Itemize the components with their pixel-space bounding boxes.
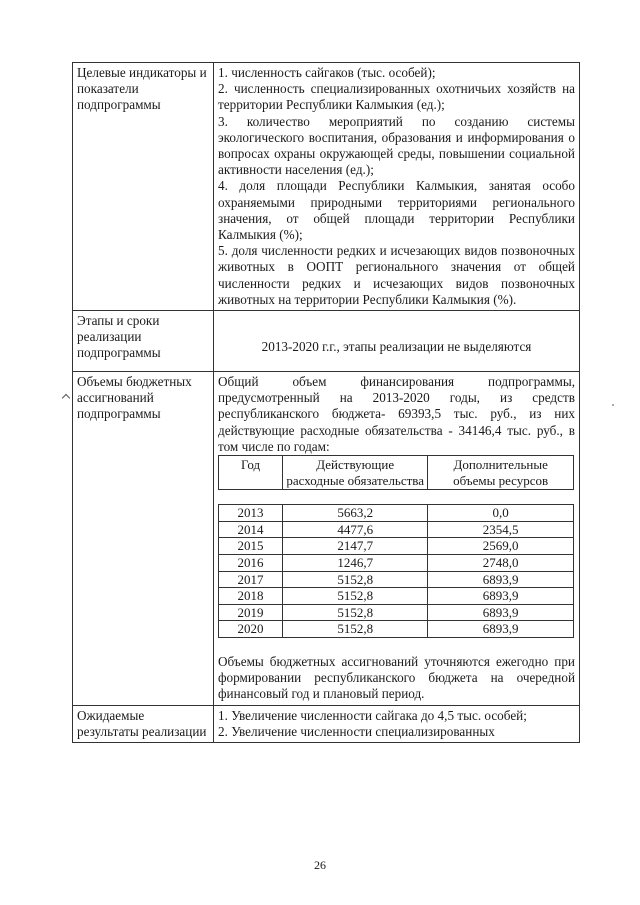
cell-additional: 2748,0 <box>428 555 574 572</box>
passport-table <box>72 62 580 743</box>
cell-year: 2013 <box>219 505 283 522</box>
header-spacer <box>219 490 574 505</box>
cell-year: 2016 <box>219 555 283 572</box>
header-current-obligations: Действующие расходные обязательства <box>283 456 428 490</box>
cell-additional: 6893,9 <box>428 604 574 621</box>
indicator-item: 4. доля площади Республики Калмыкия, занятая особо охраняемыми природными территориями регионального значения, от общей площади территории Республики Калмыкия (%); <box>218 178 575 243</box>
scan-artifact-dot <box>612 404 614 406</box>
cell-year: 2015 <box>219 538 283 555</box>
scan-artifact-mark <box>62 394 70 402</box>
cell-current: 4477,6 <box>283 521 428 538</box>
cell-year: 2014 <box>219 521 283 538</box>
table-row <box>219 571 574 588</box>
cell-year: 2017 <box>219 571 283 588</box>
indicator-item: 1. численность сайгаков (тыс. особей); <box>218 65 436 80</box>
table-row <box>219 555 574 572</box>
results-row <box>73 705 580 742</box>
result-item: 1. Увеличение численности сайгака до 4,5 тыс. особей; <box>218 707 527 723</box>
budget-label: Объемы бюджетных ассигнований подпрограммы <box>73 372 214 706</box>
cell-year: 2020 <box>219 621 283 638</box>
table-row <box>219 588 574 605</box>
results-value <box>214 705 580 742</box>
stages-row <box>73 311 580 372</box>
header-additional-resources: Дополнительные объемы ресурсов <box>428 456 574 490</box>
indicator-item: 5. доля численности редких и исчезающих видов позвоночных животных в ООПТ регионального значения от общей численности редких и исчезающих видов позвоночных животных на территории Республики Калмыкия (%). <box>218 243 575 307</box>
page-number: 26 <box>314 858 326 872</box>
cell-additional: 6893,9 <box>428 588 574 605</box>
cell-current: 5152,8 <box>283 604 428 621</box>
indicator-item: 3. количество мероприятий по созданию системы экологического воспитания, образования и информирования о вопросах охраны окружающей среды, повышении социальной активности населения (ед.); <box>218 113 575 178</box>
financing-header-row <box>219 456 574 490</box>
budget-note: Объемы бюджетных ассигнований уточняются ежегодно при формировании республиканского бюджета на очередной финансовый год и плановый период. <box>218 654 575 702</box>
cell-additional: 2569,0 <box>428 538 574 555</box>
cell-year: 2019 <box>219 604 283 621</box>
cell-current: 5663,2 <box>283 505 428 522</box>
cell-current: 5152,8 <box>283 621 428 638</box>
cell-current: 1246,7 <box>283 555 428 572</box>
table-row <box>219 538 574 555</box>
cell-current: 5152,8 <box>283 571 428 588</box>
cell-additional: 0,0 <box>428 505 574 522</box>
cell-additional: 2354,5 <box>428 521 574 538</box>
indicators-label: Целевые индикаторы и показатели подпрограммы <box>73 63 214 311</box>
table-row <box>219 621 574 638</box>
indicators-row <box>73 63 580 311</box>
indicators-value <box>214 63 580 311</box>
stages-label: Этапы и сроки реализации подпрограммы <box>73 311 214 372</box>
result-item: 2. Увеличение численности специализированных <box>218 723 495 739</box>
cell-additional: 6893,9 <box>428 571 574 588</box>
cell-current: 5152,8 <box>283 588 428 605</box>
indicator-item: 2. численность специализированных охотничьих хозяйств на территории Республики Калмыкия (ед.); <box>218 81 575 113</box>
stages-value: 2013-2020 г.г., этапы реализации не выделяются <box>214 311 580 372</box>
header-year: Год <box>219 456 283 490</box>
cell-year: 2018 <box>219 588 283 605</box>
table-row <box>219 505 574 522</box>
table-row <box>219 521 574 538</box>
budget-value <box>214 372 580 706</box>
financing-by-year-table <box>218 455 574 638</box>
results-label: Ожидаемые результаты реализации <box>73 705 214 742</box>
table-row <box>219 604 574 621</box>
cell-additional: 6893,9 <box>428 621 574 638</box>
budget-intro: Общий объем финансирования подпрограммы, предусмотренный на 2013-2020 годы, из средств республиканского бюджета- 69393,5 тыс. руб., из них действующие расходные обязательства - 34146,4 тыс. руб., в том числе по годам: <box>218 374 575 454</box>
budget-row <box>73 372 580 706</box>
cell-current: 2147,7 <box>283 538 428 555</box>
